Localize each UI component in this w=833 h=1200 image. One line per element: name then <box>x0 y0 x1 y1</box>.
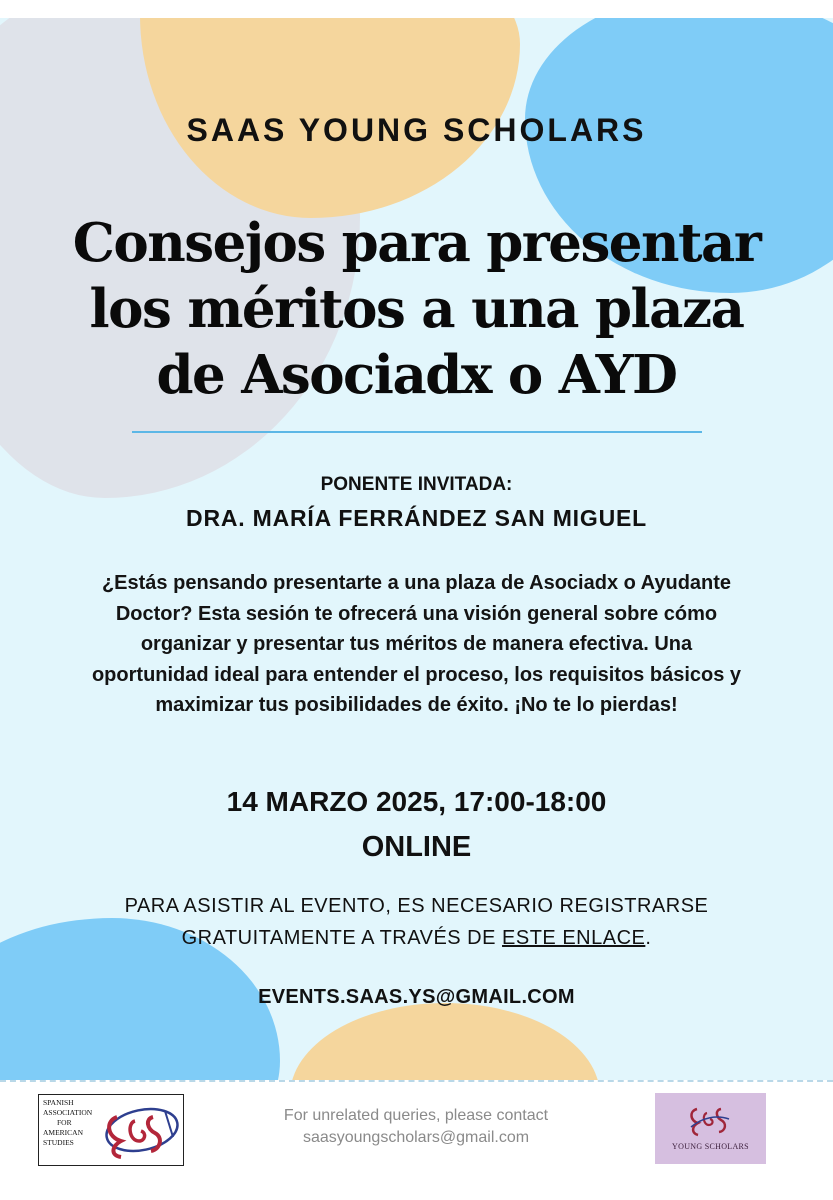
event-title <box>40 210 793 408</box>
registration-notice <box>60 890 773 954</box>
saas-logo-line: SPANISH <box>43 1098 74 1107</box>
speaker-name: DRA. MARÍA FERRÁNDEZ SAN MIGUEL <box>186 505 647 531</box>
footer-note-line: For unrelated queries, please contact <box>283 1107 549 1124</box>
saas-logo-line: STUDIES <box>43 1138 74 1147</box>
contact-email[interactable]: EVENTS.SAAS.YS@GMAIL.COM <box>258 986 575 1008</box>
organization-name: SAAS YOUNG SCHOLARS <box>186 112 647 148</box>
footer-divider <box>0 1080 833 1082</box>
saas-logo-line: FOR <box>57 1118 72 1127</box>
saas-logo-text <box>43 1098 101 1148</box>
saas-logo <box>38 1094 184 1166</box>
saas-monogram-icon <box>95 1097 181 1163</box>
footer <box>0 1080 833 1200</box>
footer-contact-email[interactable]: saasyoungscholars@gmail.com <box>302 1129 530 1146</box>
event-title-line-3: de Asociadx o AYD <box>156 344 677 406</box>
event-description: ¿Estás pensando presentarte a una plaza de Asociadx o Ayudante Doctor? Esta sesión te ofrecerá una visión general sobre cómo organizar y presentar tus méritos de manera efectiva. Una oportunidad ideal para entender el proceso, los requisitos básicos y maximizar tus posibilidades de éxito. ¡No te lo pierdas! <box>91 572 742 716</box>
event-title-line-1: Consejos para presentar <box>72 212 761 274</box>
footer-contact-note <box>230 1105 602 1149</box>
young-scholars-logo <box>655 1093 766 1164</box>
young-scholars-monogram-icon <box>683 1099 735 1143</box>
event-date-time: 14 MARZO 2025, 17:00-18:00 <box>226 786 607 817</box>
poster <box>0 18 833 1080</box>
registration-text: PARA ASISTIR AL EVENTO, ES NECESARIO REGISTRARSE GRATUITAMENTE A TRAVÉS DE <box>124 895 709 949</box>
event-title-line-2: los méritos a una plaza <box>89 278 744 340</box>
registration-link[interactable]: ESTE ENLACE <box>502 927 646 949</box>
young-scholars-logo-label: YOUNG SCHOLARS <box>672 1142 749 1151</box>
registration-end: . <box>645 927 652 949</box>
speaker-role: PONENTE INVITADA: <box>320 474 513 495</box>
title-divider <box>132 431 702 433</box>
saas-logo-line: ASSOCIATION <box>43 1108 93 1117</box>
saas-logo-line: AMERICAN <box>43 1128 84 1137</box>
event-mode: ONLINE <box>361 831 472 863</box>
poster-content <box>0 18 833 1080</box>
